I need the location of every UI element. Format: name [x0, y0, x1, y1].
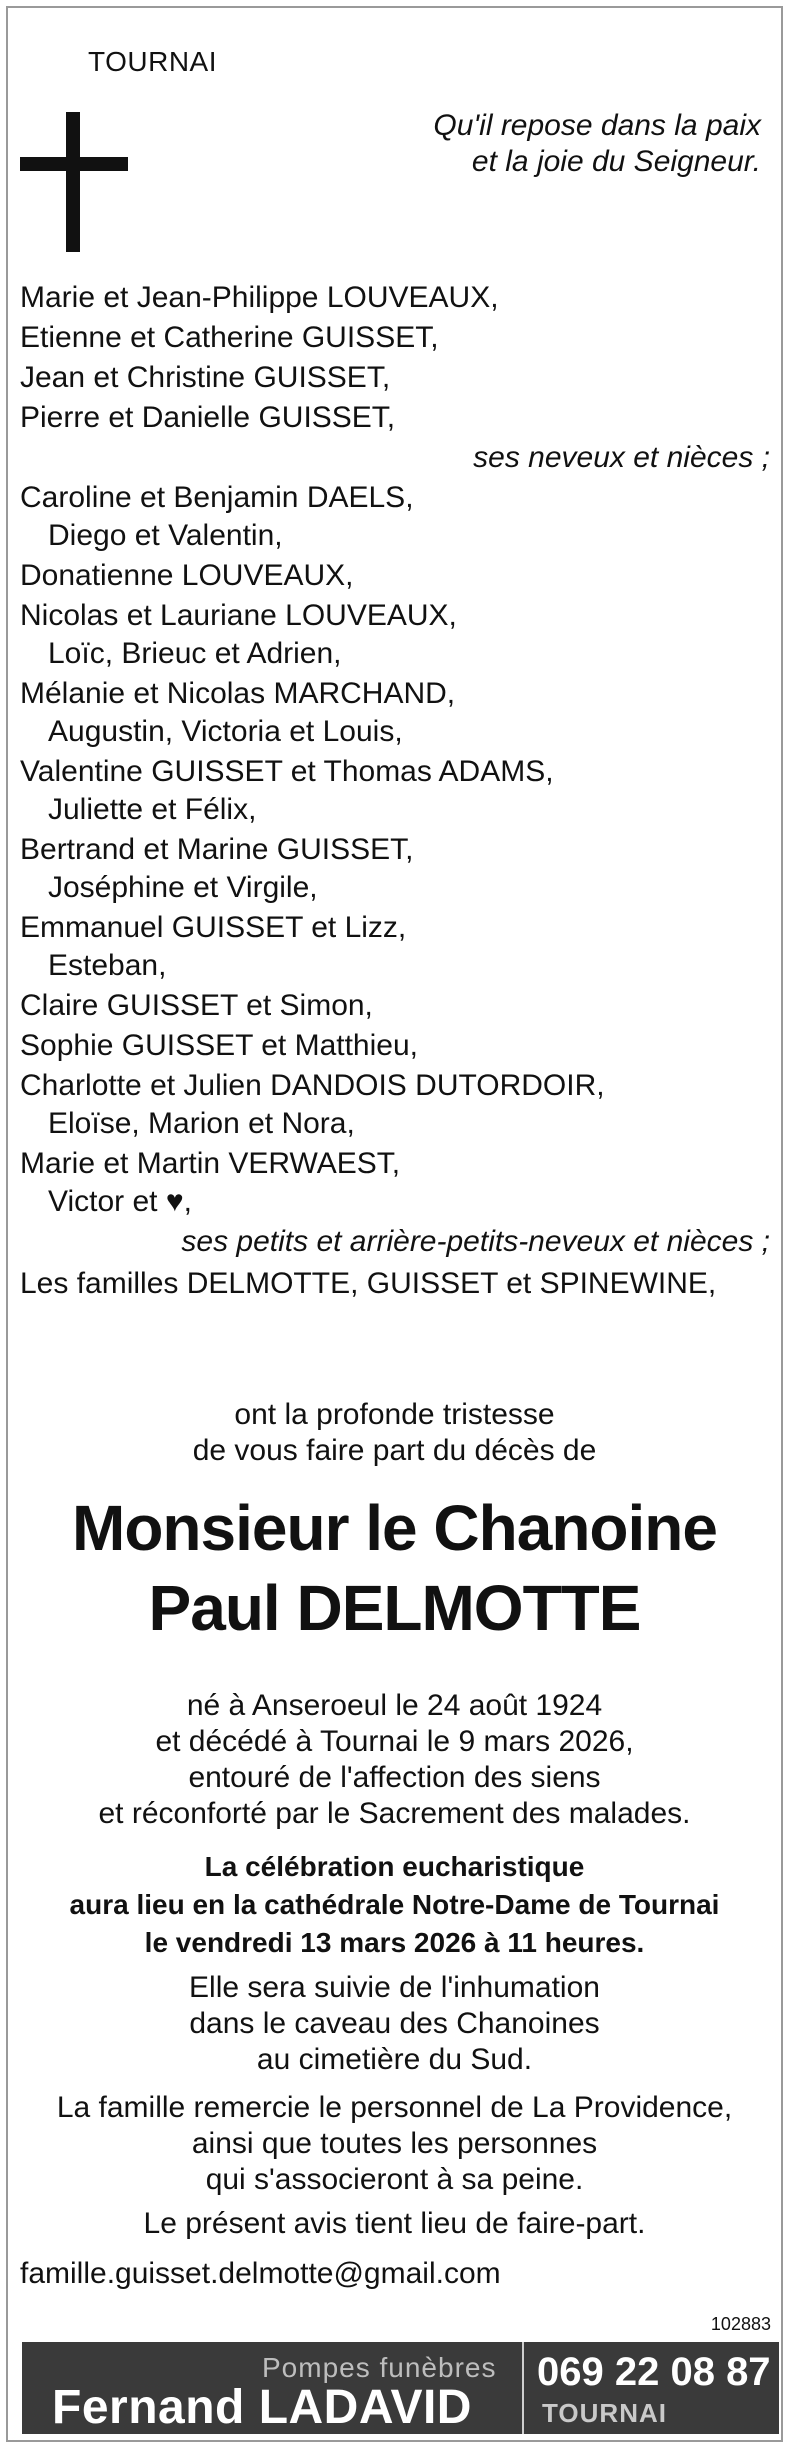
life-details: [8, 1688, 781, 1832]
family-line: Bertrand et Marine GUISSET,: [20, 833, 414, 866]
thanks-message: [8, 2090, 781, 2198]
grand-nephews-caption: ses petits et arrière-petits-neveux et nièces ;: [181, 1225, 770, 1258]
children-line: Esteban,: [48, 949, 167, 982]
children-line: Victor et ♥,: [48, 1185, 192, 1218]
reference-number: 102883: [710, 2314, 771, 2334]
deceased-name: [8, 1488, 781, 1648]
verse-line: et la joie du Seigneur.: [471, 145, 761, 178]
family-line: Nicolas et Lauriane LOUVEAUX,: [20, 599, 457, 632]
intro-line: de vous faire part du décès de: [192, 1434, 597, 1467]
thanks-line: ainsi que toutes les personnes: [191, 2127, 598, 2160]
announcement-intro: [8, 1397, 781, 1469]
children-line: Loïc, Brieuc et Adrien,: [48, 637, 342, 670]
ceremony-line: La célébration eucharistique: [204, 1851, 585, 1882]
family-line: Marie et Jean-Philippe LOUVEAUX,: [20, 281, 499, 314]
contact-email[interactable]: famille.guisset.delmotte@gmail.com: [20, 2257, 501, 2290]
intro-line: ont la profonde tristesse: [234, 1398, 555, 1431]
deceased-title: Monsieur le Chanoine: [72, 1492, 717, 1564]
family-line: Pierre et Danielle GUISSET,: [20, 401, 396, 434]
family-line: Jean et Christine GUISSET,: [20, 361, 391, 394]
family-list: [20, 278, 780, 1304]
family-line: Claire GUISSET et Simon,: [20, 989, 373, 1022]
surrounded-line: entouré de l'affection des siens: [188, 1761, 601, 1794]
family-line: Valentine GUISSET et Thomas ADAMS,: [20, 755, 554, 788]
family-line: Donatienne LOUVEAUX,: [20, 559, 354, 592]
burial-info: [8, 1970, 781, 2078]
children-line: Augustin, Victoria et Louis,: [48, 715, 403, 748]
funeral-home-city: TOURNAI: [542, 2398, 667, 2428]
families-line: Les familles DELMOTTE, GUISSET et SPINEWINE,: [20, 1267, 717, 1300]
city-heading: TOURNAI: [88, 46, 217, 77]
obituary-notice: [6, 6, 783, 2442]
nephews-caption: ses neveux et nièces ;: [473, 441, 770, 474]
prayer-verse: [433, 108, 761, 180]
born-line: né à Anseroeul le 24 août 1924: [186, 1689, 603, 1722]
funeral-home-banner: [22, 2342, 779, 2434]
funeral-home-phone[interactable]: 069 22 08 87: [537, 2350, 771, 2394]
banner-divider: [522, 2342, 524, 2434]
family-line: Emmanuel GUISSET et Lizz,: [20, 911, 407, 944]
funeral-home-name: Fernand LADAVID: [52, 2381, 472, 2434]
ceremony-line: le vendredi 13 mars 2026 à 11 heures.: [144, 1927, 645, 1958]
cross-icon: [20, 112, 128, 252]
family-line: Charlotte et Julien DANDOIS DUTORDOIR,: [20, 1069, 605, 1102]
died-line: et décédé à Tournai le 9 mars 2026,: [155, 1725, 634, 1758]
children-line: Eloïse, Marion et Nora,: [48, 1107, 355, 1140]
family-line: Etienne et Catherine GUISSET,: [20, 321, 439, 354]
verse-line: Qu'il repose dans la paix: [433, 109, 761, 142]
notice-line: Le présent avis tient lieu de faire-part.: [143, 2207, 646, 2240]
children-line: Juliette et Félix,: [48, 793, 257, 826]
thanks-line: La famille remercie le personnel de La Providence,: [56, 2091, 733, 2124]
children-line: Diego et Valentin,: [48, 519, 283, 552]
ceremony-line: aura lieu en la cathédrale Notre-Dame de Tournai: [69, 1889, 720, 1920]
funeral-home-subtitle: Pompes funèbres: [262, 2352, 497, 2383]
comforted-line: et réconforté par le Sacrement des malades.: [98, 1797, 691, 1830]
burial-line: dans le caveau des Chanoines: [189, 2007, 600, 2040]
burial-line: au cimetière du Sud.: [256, 2043, 533, 2076]
family-line: Sophie GUISSET et Matthieu,: [20, 1029, 418, 1062]
burial-line: Elle sera suivie de l'inhumation: [189, 1971, 600, 2004]
children-line: Joséphine et Virgile,: [48, 871, 318, 904]
family-line: Mélanie et Nicolas MARCHAND,: [20, 677, 456, 710]
thanks-line: qui s'associeront à sa peine.: [205, 2163, 584, 2196]
ceremony-info: [8, 1848, 781, 1962]
family-line: Marie et Martin VERWAEST,: [20, 1147, 401, 1180]
deceased-fullname: Paul DELMOTTE: [148, 1572, 641, 1644]
family-line: Caroline et Benjamin DAELS,: [20, 481, 414, 514]
